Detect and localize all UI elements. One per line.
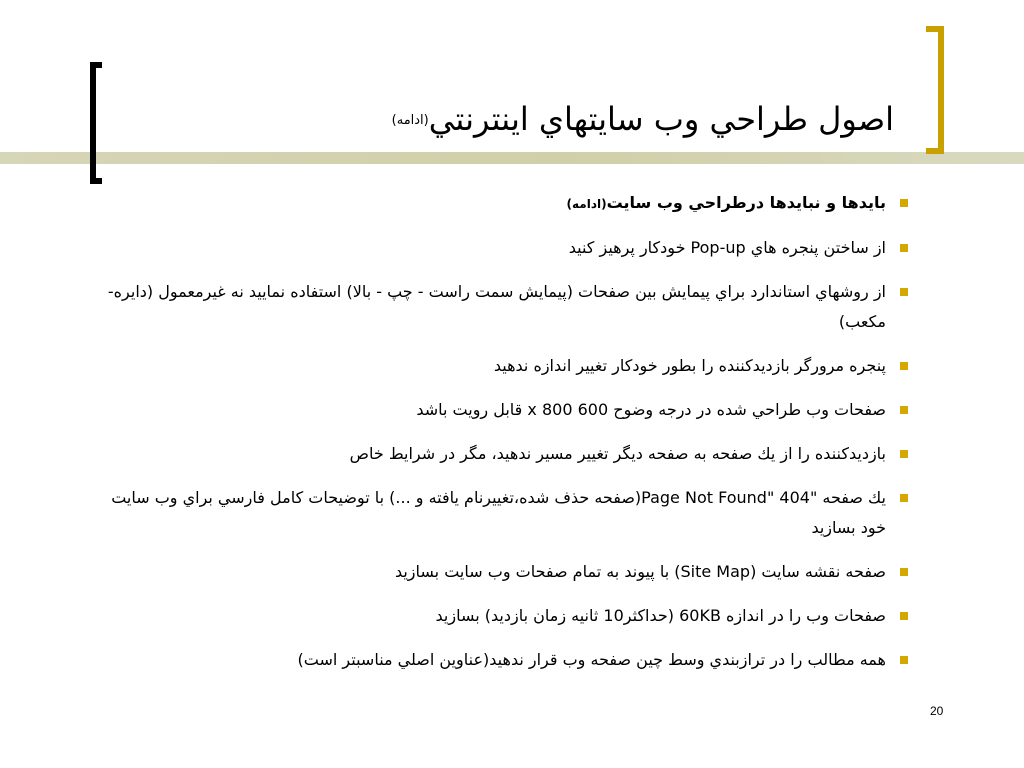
- bullet-suffix: (ادامه): [566, 197, 607, 211]
- bullet-square-icon: [900, 406, 908, 414]
- list-item: [96, 645, 908, 675]
- list-item: [96, 233, 908, 263]
- bullet-square-icon: [900, 494, 908, 502]
- bullet-square-icon: [900, 612, 908, 620]
- bullet-text: همه مطالب را در ترازبندي وسط چين صفحه وب قرار ندهيد(عناوين اصلي مناسبتر است): [297, 650, 886, 669]
- bullet-square-icon: [900, 450, 908, 458]
- slide-title: [392, 96, 894, 144]
- bullet-square-icon: [900, 244, 908, 252]
- list-item: [96, 351, 908, 381]
- bullet-text: يك صفحه "Page Not Found" 404(صفحه حذف شده،تغييرنام يافته و ...) با توضيحات كامل فارسي براي وب سايت خود بسازيد: [111, 488, 886, 537]
- slide-page-number: 20: [930, 704, 944, 718]
- list-item: [96, 483, 908, 543]
- list-item: [96, 557, 908, 587]
- bullet-text: صفحات وب طراحي شده در درجه وضوح 600 x 800 قابل رويت باشد: [416, 400, 886, 419]
- list-item: [96, 601, 908, 631]
- bullet-square-icon: [900, 656, 908, 664]
- bullet-text: صفحه نقشه سايت (Site Map) با پيوند به تمام صفحات وب سايت بسازيد: [394, 562, 886, 581]
- bullet-text: صفحات وب را در اندازه 60KB (حداكثر10 ثانيه زمان بازديد) بسازيد: [435, 606, 886, 625]
- slide-title-suffix: (ادامه): [391, 113, 429, 128]
- right-bracket-decoration: [926, 26, 944, 154]
- bullet-text: بايدها و نبايدها درطراحي وب سايت: [606, 193, 886, 212]
- list-item: [96, 277, 908, 337]
- bullet-text: از روشهاي استاندارد براي پيمايش بين صفحات (پيمايش سمت راست - چپ - بالا) استفاده نماييد نه غيرمعمول (دايره- مكعب): [107, 282, 886, 331]
- title-underline-bar: [0, 152, 1024, 164]
- bullet-square-icon: [900, 568, 908, 576]
- bullet-square-icon: [900, 288, 908, 296]
- slide-title-main: اصول طراحي وب سايتهاي اينترنتي: [428, 100, 894, 138]
- bullet-text: از ساختن پنجره هاي Pop-up خودكار پرهيز كنيد: [568, 238, 886, 257]
- bullet-text: پنجره مرورگر بازديدكننده را بطور خودكار تغيير اندازه ندهيد: [493, 356, 886, 375]
- list-item: [96, 439, 908, 469]
- list-item: [96, 188, 908, 219]
- left-bracket-decoration: [90, 62, 102, 184]
- bullet-square-icon: [900, 362, 908, 370]
- bullet-square-icon: [900, 199, 908, 207]
- bullet-text: بازديدكننده را از يك صفحه به صفحه ديگر تغيير مسير ندهيد، مگر در شرايط خاص: [349, 444, 886, 463]
- bullet-list: [96, 188, 908, 689]
- list-item: [96, 395, 908, 425]
